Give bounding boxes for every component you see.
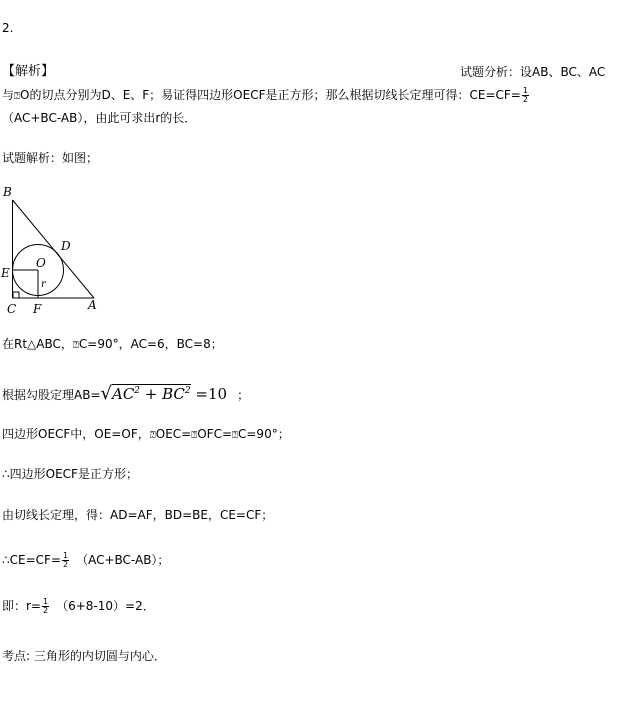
label-d: D — [61, 239, 71, 253]
right-angle-mark — [13, 292, 19, 298]
fraction-half: $\frac{1}{2}$ — [63, 551, 69, 569]
fraction-half: $\frac{1}{2}$ — [43, 597, 49, 615]
label-b: B — [3, 185, 12, 199]
hint-line-3: （AC+BC-AB），由此可求出r的长． — [2, 111, 197, 125]
step-2: 根据勾股定理$AB=√AC^2 + BC^2 =10$ ； — [2, 383, 250, 404]
step-4: ∴四边形OECF是正方形； — [2, 467, 138, 481]
sqrt-formula: $√AC^2 + BC^2 =10$ — [100, 383, 228, 404]
missing-glyph-icon: ⍰ — [149, 430, 156, 441]
label-a: A — [88, 298, 97, 312]
label-f: F — [33, 302, 42, 316]
fraction-half: $\frac{1}{2}$ — [522, 86, 528, 104]
hint-line-1: 试题分析：设AB、BC、AC — [460, 65, 606, 79]
analysis-label: 【解析】 — [2, 64, 55, 79]
label-o: O — [36, 256, 46, 270]
kaodian: 考点: 三角形的内切圆与内心． — [2, 649, 166, 663]
step-5: 由切线长定理，得：AD=AF，BD=BE，CE=CF； — [2, 508, 274, 522]
step-6: ∴CE=CF= $\frac{1}{2}$ （AC+BC-AB）； — [2, 551, 170, 569]
step-3: 四边形OECF中，OE=OF，⍰OEC=⍰OFC=⍰C=90°； — [2, 427, 290, 441]
step-7: 即：r= $\frac{1}{2}$ （6+8-10）=2． — [2, 597, 155, 615]
label-c: C — [7, 302, 17, 316]
triangle-figure — [0, 180, 110, 320]
missing-glyph-icon: ⍰ — [14, 91, 21, 102]
solution-intro: 试题解析：如图； — [2, 151, 99, 165]
label-e: E — [1, 266, 10, 280]
hint-text: 与 — [2, 88, 15, 102]
missing-glyph-icon: ⍰ — [232, 430, 238, 441]
missing-glyph-icon: ⍰ — [191, 430, 198, 441]
hint-text: O的切点分别为D、E、F；易证得四边形OECF是正方形；那么根据切线长定理可得：CE=CF= — [20, 88, 521, 102]
label-r: r — [41, 279, 46, 290]
hint-line-2 — [2, 87, 530, 105]
question-number: 2. — [2, 21, 14, 35]
missing-glyph-icon: ⍰ — [72, 340, 79, 351]
step-1: 在Rt△ABC，⍰C=90°，AC=6，BC=8； — [2, 337, 223, 351]
